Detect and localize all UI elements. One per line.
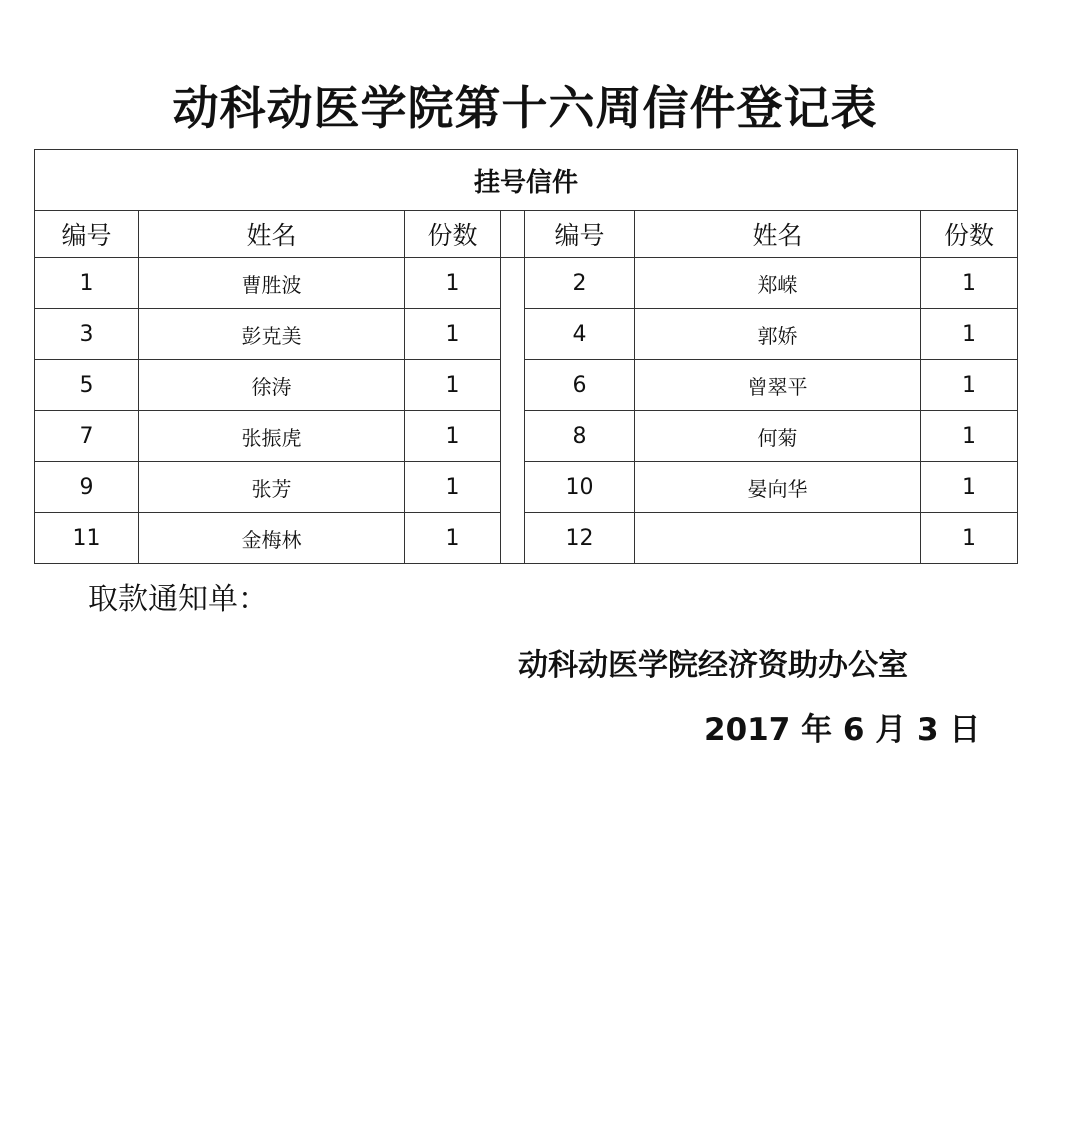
left-name: 张芳 — [139, 462, 405, 513]
left-name: 曹胜波 — [139, 258, 405, 309]
left-number: 7 — [35, 411, 139, 462]
left-name: 金梅林 — [139, 513, 405, 564]
right-name: 何菊 — [635, 411, 921, 462]
left-number: 5 — [35, 360, 139, 411]
right-name: 郭娇 — [635, 309, 921, 360]
right-number: 4 — [525, 309, 635, 360]
right-name: 晏向华 — [635, 462, 921, 513]
right-name — [635, 513, 921, 564]
left-copies: 1 — [405, 462, 501, 513]
left-number: 1 — [35, 258, 139, 309]
right-copies: 1 — [921, 411, 1018, 462]
header-number-left: 编号 — [35, 211, 139, 258]
left-name: 彭克美 — [139, 309, 405, 360]
right-number: 8 — [525, 411, 635, 462]
document-title: 动科动医学院第十六周信件登记表 — [172, 81, 878, 135]
left-name: 张振虎 — [139, 411, 405, 462]
right-copies: 1 — [921, 462, 1018, 513]
right-copies: 1 — [921, 258, 1018, 309]
column-gap — [501, 462, 525, 513]
right-copies: 1 — [921, 360, 1018, 411]
right-name: 曾翠平 — [635, 360, 921, 411]
left-copies: 1 — [405, 309, 501, 360]
column-gap — [501, 309, 525, 360]
right-number: 10 — [525, 462, 635, 513]
table-row — [35, 462, 1018, 513]
header-copies-left: 份数 — [405, 211, 501, 258]
table-row — [35, 513, 1018, 564]
column-gap — [501, 513, 525, 564]
right-number: 2 — [525, 258, 635, 309]
issue-date: 2017 年 6 月 3 日 — [704, 712, 981, 748]
left-number: 11 — [35, 513, 139, 564]
header-name-right: 姓名 — [635, 211, 921, 258]
office-signature: 动科动医学院经济资助办公室 — [518, 648, 908, 683]
table-row — [35, 411, 1018, 462]
right-number: 6 — [525, 360, 635, 411]
left-copies: 1 — [405, 513, 501, 564]
table-row — [35, 309, 1018, 360]
left-copies: 1 — [405, 411, 501, 462]
header-number-right: 编号 — [525, 211, 635, 258]
column-gap — [501, 360, 525, 411]
right-copies: 1 — [921, 513, 1018, 564]
left-number: 3 — [35, 309, 139, 360]
table-header-row — [35, 211, 1018, 258]
registered-mail-table — [34, 149, 1018, 564]
left-copies: 1 — [405, 258, 501, 309]
right-name: 郑嵘 — [635, 258, 921, 309]
left-copies: 1 — [405, 360, 501, 411]
right-copies: 1 — [921, 309, 1018, 360]
right-number: 12 — [525, 513, 635, 564]
table-caption-row — [35, 150, 1018, 211]
column-gap — [501, 411, 525, 462]
header-copies-right: 份数 — [921, 211, 1018, 258]
withdrawal-notice-label: 取款通知单： — [88, 582, 268, 617]
column-gap — [501, 211, 525, 258]
table-row — [35, 360, 1018, 411]
section-title: 挂号信件 — [35, 150, 1018, 211]
left-name: 徐涛 — [139, 360, 405, 411]
table-row — [35, 258, 1018, 309]
header-name-left: 姓名 — [139, 211, 405, 258]
column-gap — [501, 258, 525, 309]
left-number: 9 — [35, 462, 139, 513]
